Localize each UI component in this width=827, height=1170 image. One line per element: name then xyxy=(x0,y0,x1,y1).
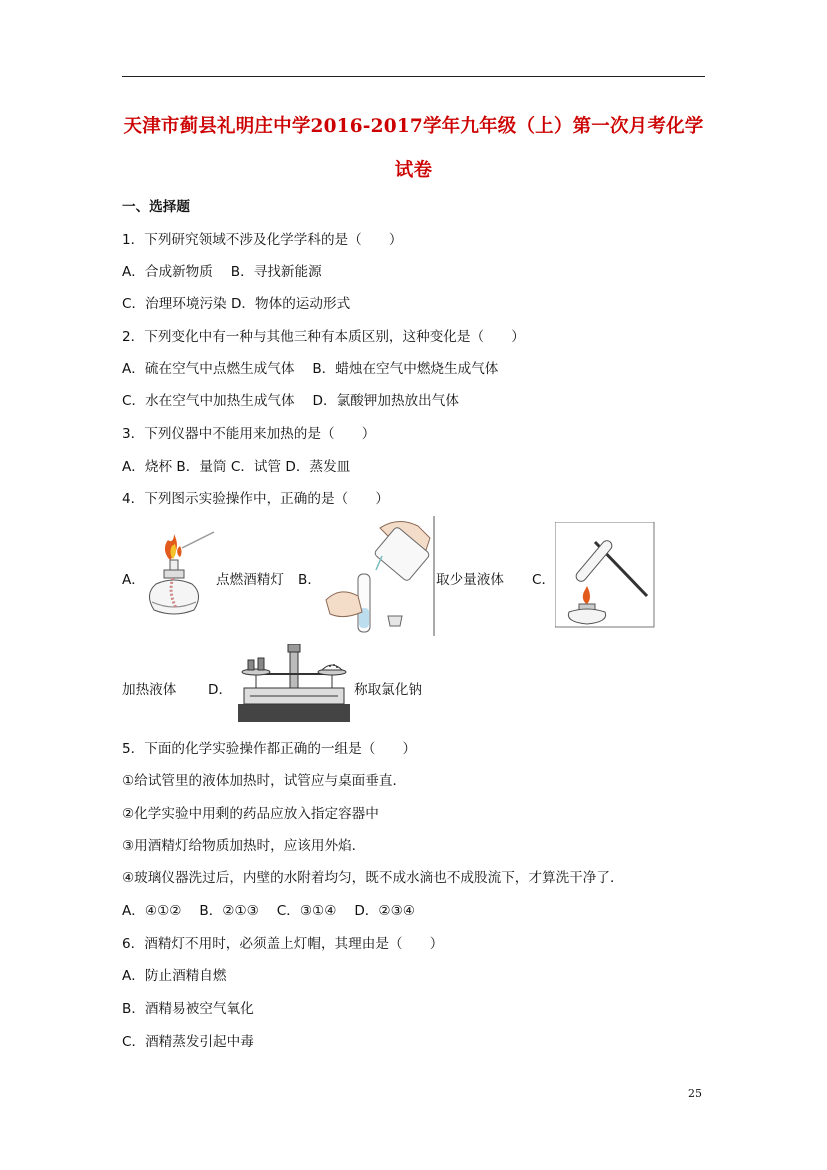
q2-stem: 2．下列变化中有一种与其他三种有本质区别，这种变化是（ ） xyxy=(122,329,525,345)
heating-liquid-figure xyxy=(555,522,655,628)
q2-options-cd: C．水在空气中加热生成气体 D．氯酸钾加热放出气体 xyxy=(122,393,459,409)
q4-d-prefix: D． xyxy=(208,682,233,698)
document-title-line1: 天津市蓟县礼明庄中学2016-2017学年九年级（上）第一次月考化学 xyxy=(123,116,704,137)
q4-c-prefix: C． xyxy=(532,572,556,588)
pouring-liquid-figure xyxy=(318,516,436,638)
q1-options-cd: C．治理环境污染 D．物体的运动形式 xyxy=(122,296,351,312)
q4-a-prefix: A． xyxy=(122,572,145,588)
q3-stem: 3．下列仪器中不能用来加热的是（ ） xyxy=(122,426,376,442)
section-heading: 一、选择题 xyxy=(122,199,190,215)
q5-statement-2: ②化学实验中用剩的药品应放入指定容器中 xyxy=(122,806,379,822)
q4-a-label: 点燃酒精灯 xyxy=(216,572,284,588)
balance-weighing-figure xyxy=(234,644,354,724)
alcohol-lamp-lighting-figure xyxy=(140,526,216,628)
q5-statement-3: ③用酒精灯给物质加热时，应该用外焰． xyxy=(122,838,366,854)
q5-options: A．④①② B．②①③ C．③①④ D．②③④ xyxy=(122,903,415,919)
q4-b-label: 取少量液体 xyxy=(436,572,504,588)
q4-b-prefix: B． xyxy=(298,572,321,588)
document-title-line2: 试卷 xyxy=(394,160,433,181)
q4-stem: 4．下列图示实验操作中，正确的是（ ） xyxy=(122,491,389,507)
q5-statement-4: ④玻璃仪器洗过后，内壁的水附着均匀，既不成水滴也不成股流下，才算洗干净了． xyxy=(122,870,624,886)
q2-options-ab: A．硫在空气中点燃生成气体 B．蜡烛在空气中燃烧生成气体 xyxy=(122,361,499,377)
q3-options: A．烧杯 B．量筒 C．试管 D．蒸发皿 xyxy=(122,459,351,475)
q5-statement-1: ①给试管里的液体加热时，试管应与桌面垂直． xyxy=(122,773,407,789)
q1-stem: 1．下列研究领域不涉及化学学科的是（ ） xyxy=(122,232,403,248)
q6-option-c: C．酒精蒸发引起中毒 xyxy=(122,1034,254,1050)
q6-option-a: A．防止酒精自燃 xyxy=(122,968,227,984)
q4-d-label: 称取氯化钠 xyxy=(354,682,422,698)
header-rule xyxy=(122,76,705,77)
q1-options-ab: A．合成新物质 B．寻找新能源 xyxy=(122,264,322,280)
q4-c-label: 加热液体 xyxy=(122,682,177,698)
page-number: 25 xyxy=(688,1087,702,1100)
q6-option-b: B．酒精易被空气氧化 xyxy=(122,1001,254,1017)
q5-stem: 5．下面的化学实验操作都正确的一组是（ ） xyxy=(122,741,417,757)
q6-stem: 6．酒精灯不用时，必须盖上灯帽，其理由是（ ） xyxy=(122,936,444,952)
